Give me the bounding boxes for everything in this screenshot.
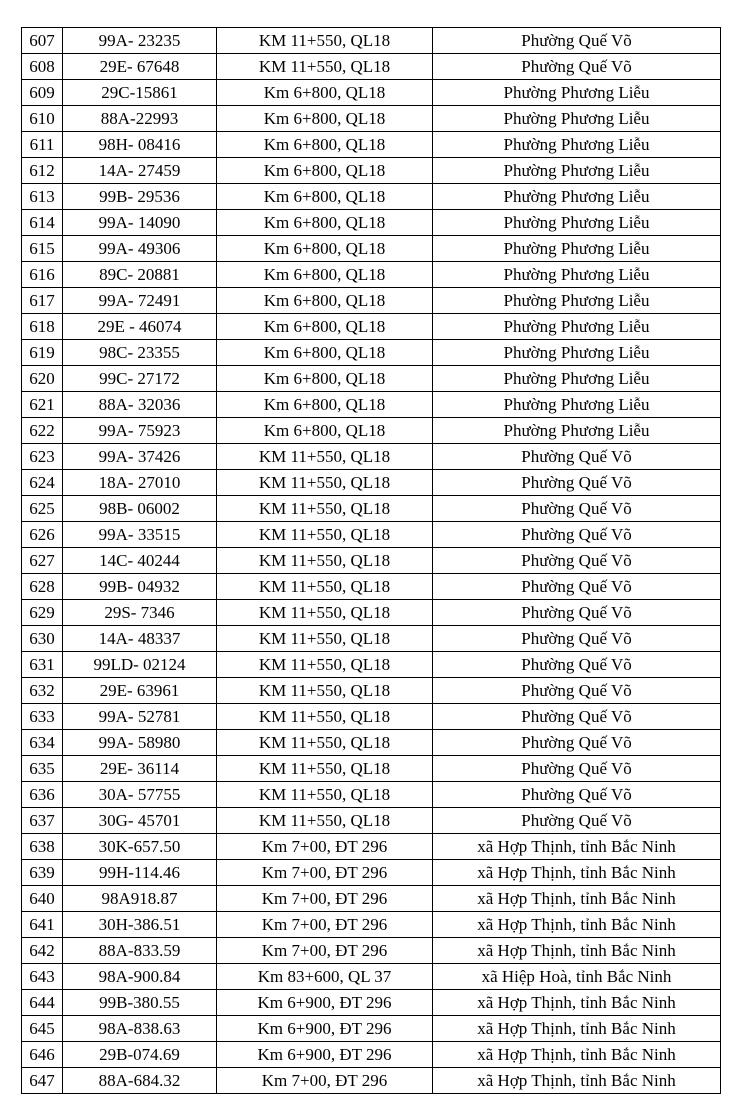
table-row — [22, 912, 721, 938]
row-number-cell: 640 — [22, 886, 63, 912]
row-number-cell: 645 — [22, 1016, 63, 1042]
ward-cell: Phường Quế Võ — [433, 600, 721, 626]
table-row — [22, 600, 721, 626]
ward-cell: Phường Phương Liễu — [433, 80, 721, 106]
plate-number-cell: 14C- 40244 — [63, 548, 217, 574]
table-row — [22, 392, 721, 418]
row-number-cell: 622 — [22, 418, 63, 444]
ward-cell: Phường Quế Võ — [433, 808, 721, 834]
plate-number-cell: 88A-833.59 — [63, 938, 217, 964]
table-row — [22, 834, 721, 860]
row-number-cell: 633 — [22, 704, 63, 730]
plate-number-cell: 30K-657.50 — [63, 834, 217, 860]
row-number-cell: 641 — [22, 912, 63, 938]
location-cell: Km 6+800, QL18 — [217, 262, 433, 288]
location-cell: Km 6+800, QL18 — [217, 158, 433, 184]
row-number-cell: 630 — [22, 626, 63, 652]
ward-cell: Phường Phương Liễu — [433, 106, 721, 132]
location-cell: Km 6+800, QL18 — [217, 132, 433, 158]
plate-number-cell: 99B-380.55 — [63, 990, 217, 1016]
plate-number-cell: 99A- 75923 — [63, 418, 217, 444]
table-row — [22, 678, 721, 704]
plate-number-cell: 18A- 27010 — [63, 470, 217, 496]
row-number-cell: 639 — [22, 860, 63, 886]
table-row — [22, 574, 721, 600]
location-cell: KM 11+550, QL18 — [217, 548, 433, 574]
plate-number-cell: 14A- 48337 — [63, 626, 217, 652]
table-body — [22, 28, 721, 1094]
plate-number-cell: 29E- 63961 — [63, 678, 217, 704]
ward-cell: Phường Quế Võ — [433, 678, 721, 704]
ward-cell: Phường Quế Võ — [433, 496, 721, 522]
plate-number-cell: 14A- 27459 — [63, 158, 217, 184]
location-cell: Km 7+00, ĐT 296 — [217, 834, 433, 860]
row-number-cell: 609 — [22, 80, 63, 106]
table-row — [22, 366, 721, 392]
plate-number-cell: 88A-22993 — [63, 106, 217, 132]
location-cell: Km 6+800, QL18 — [217, 418, 433, 444]
location-cell: KM 11+550, QL18 — [217, 54, 433, 80]
ward-cell: Phường Phương Liễu — [433, 236, 721, 262]
table-row — [22, 548, 721, 574]
plate-number-cell: 99B- 29536 — [63, 184, 217, 210]
row-number-cell: 647 — [22, 1068, 63, 1094]
row-number-cell: 620 — [22, 366, 63, 392]
row-number-cell: 626 — [22, 522, 63, 548]
row-number-cell: 631 — [22, 652, 63, 678]
table-row — [22, 106, 721, 132]
table-row — [22, 314, 721, 340]
plate-number-cell: 88A- 32036 — [63, 392, 217, 418]
table-row — [22, 756, 721, 782]
ward-cell: xã Hợp Thịnh, tỉnh Bắc Ninh — [433, 886, 721, 912]
violations-table — [21, 27, 721, 1094]
row-number-cell: 610 — [22, 106, 63, 132]
row-number-cell: 629 — [22, 600, 63, 626]
location-cell: Km 6+800, QL18 — [217, 210, 433, 236]
location-cell: Km 6+800, QL18 — [217, 80, 433, 106]
ward-cell: xã Hiệp Hoà, tỉnh Bắc Ninh — [433, 964, 721, 990]
ward-cell: Phường Quế Võ — [433, 444, 721, 470]
table-row — [22, 184, 721, 210]
plate-number-cell: 98B- 06002 — [63, 496, 217, 522]
location-cell: KM 11+550, QL18 — [217, 808, 433, 834]
table-row — [22, 288, 721, 314]
ward-cell: Phường Quế Võ — [433, 28, 721, 54]
table-row — [22, 262, 721, 288]
row-number-cell: 618 — [22, 314, 63, 340]
ward-cell: Phường Quế Võ — [433, 574, 721, 600]
table-row — [22, 1016, 721, 1042]
row-number-cell: 607 — [22, 28, 63, 54]
plate-number-cell: 99LD- 02124 — [63, 652, 217, 678]
table-row — [22, 54, 721, 80]
table-row — [22, 652, 721, 678]
plate-number-cell: 99A- 72491 — [63, 288, 217, 314]
table-row — [22, 1042, 721, 1068]
row-number-cell: 625 — [22, 496, 63, 522]
location-cell: KM 11+550, QL18 — [217, 678, 433, 704]
location-cell: KM 11+550, QL18 — [217, 730, 433, 756]
location-cell: Km 6+900, ĐT 296 — [217, 1016, 433, 1042]
ward-cell: Phường Quế Võ — [433, 54, 721, 80]
plate-number-cell: 88A-684.32 — [63, 1068, 217, 1094]
row-number-cell: 624 — [22, 470, 63, 496]
location-cell: KM 11+550, QL18 — [217, 574, 433, 600]
row-number-cell: 614 — [22, 210, 63, 236]
plate-number-cell: 98A-838.63 — [63, 1016, 217, 1042]
location-cell: KM 11+550, QL18 — [217, 470, 433, 496]
row-number-cell: 644 — [22, 990, 63, 1016]
ward-cell: Phường Quế Võ — [433, 652, 721, 678]
location-cell: Km 7+00, ĐT 296 — [217, 912, 433, 938]
table-row — [22, 730, 721, 756]
location-cell: Km 6+800, QL18 — [217, 106, 433, 132]
plate-number-cell: 99H-114.46 — [63, 860, 217, 886]
table-row — [22, 938, 721, 964]
table-row — [22, 522, 721, 548]
location-cell: Km 7+00, ĐT 296 — [217, 938, 433, 964]
location-cell: KM 11+550, QL18 — [217, 444, 433, 470]
row-number-cell: 619 — [22, 340, 63, 366]
location-cell: Km 6+800, QL18 — [217, 314, 433, 340]
table-row — [22, 236, 721, 262]
row-number-cell: 635 — [22, 756, 63, 782]
row-number-cell: 617 — [22, 288, 63, 314]
table-row — [22, 782, 721, 808]
table-row — [22, 886, 721, 912]
plate-number-cell: 99A- 58980 — [63, 730, 217, 756]
location-cell: KM 11+550, QL18 — [217, 626, 433, 652]
ward-cell: Phường Quế Võ — [433, 522, 721, 548]
row-number-cell: 632 — [22, 678, 63, 704]
row-number-cell: 643 — [22, 964, 63, 990]
ward-cell: Phường Phương Liễu — [433, 184, 721, 210]
table-row — [22, 340, 721, 366]
row-number-cell: 613 — [22, 184, 63, 210]
location-cell: Km 6+800, QL18 — [217, 288, 433, 314]
table-row — [22, 28, 721, 54]
plate-number-cell: 98A-900.84 — [63, 964, 217, 990]
table-row — [22, 808, 721, 834]
location-cell: Km 6+800, QL18 — [217, 184, 433, 210]
row-number-cell: 637 — [22, 808, 63, 834]
plate-number-cell: 99A- 23235 — [63, 28, 217, 54]
ward-cell: xã Hợp Thịnh, tỉnh Bắc Ninh — [433, 938, 721, 964]
table-row — [22, 158, 721, 184]
ward-cell: Phường Quế Võ — [433, 730, 721, 756]
row-number-cell: 608 — [22, 54, 63, 80]
location-cell: Km 7+00, ĐT 296 — [217, 1068, 433, 1094]
ward-cell: Phường Quế Võ — [433, 704, 721, 730]
plate-number-cell: 30G- 45701 — [63, 808, 217, 834]
row-number-cell: 611 — [22, 132, 63, 158]
ward-cell: xã Hợp Thịnh, tỉnh Bắc Ninh — [433, 860, 721, 886]
ward-cell: Phường Quế Võ — [433, 626, 721, 652]
row-number-cell: 616 — [22, 262, 63, 288]
plate-number-cell: 99C- 27172 — [63, 366, 217, 392]
location-cell: Km 6+800, QL18 — [217, 366, 433, 392]
plate-number-cell: 99A- 14090 — [63, 210, 217, 236]
row-number-cell: 634 — [22, 730, 63, 756]
table-row — [22, 860, 721, 886]
table-row — [22, 990, 721, 1016]
location-cell: Km 6+800, QL18 — [217, 392, 433, 418]
row-number-cell: 636 — [22, 782, 63, 808]
row-number-cell: 621 — [22, 392, 63, 418]
ward-cell: Phường Quế Võ — [433, 782, 721, 808]
location-cell: KM 11+550, QL18 — [217, 496, 433, 522]
location-cell: Km 6+800, QL18 — [217, 236, 433, 262]
table-row — [22, 418, 721, 444]
ward-cell: xã Hợp Thịnh, tỉnh Bắc Ninh — [433, 834, 721, 860]
plate-number-cell: 98C- 23355 — [63, 340, 217, 366]
plate-number-cell: 98H- 08416 — [63, 132, 217, 158]
location-cell: KM 11+550, QL18 — [217, 782, 433, 808]
plate-number-cell: 29B-074.69 — [63, 1042, 217, 1068]
location-cell: Km 6+900, ĐT 296 — [217, 990, 433, 1016]
ward-cell: Phường Phương Liễu — [433, 262, 721, 288]
table-row — [22, 626, 721, 652]
table-row — [22, 80, 721, 106]
ward-cell: xã Hợp Thịnh, tỉnh Bắc Ninh — [433, 990, 721, 1016]
location-cell: KM 11+550, QL18 — [217, 522, 433, 548]
plate-number-cell: 30A- 57755 — [63, 782, 217, 808]
plate-number-cell: 99A- 49306 — [63, 236, 217, 262]
ward-cell: xã Hợp Thịnh, tỉnh Bắc Ninh — [433, 1068, 721, 1094]
ward-cell: Phường Phương Liễu — [433, 418, 721, 444]
plate-number-cell: 99A- 37426 — [63, 444, 217, 470]
ward-cell: Phường Phương Liễu — [433, 288, 721, 314]
location-cell: KM 11+550, QL18 — [217, 652, 433, 678]
ward-cell: Phường Phương Liễu — [433, 210, 721, 236]
location-cell: KM 11+550, QL18 — [217, 756, 433, 782]
row-number-cell: 623 — [22, 444, 63, 470]
row-number-cell: 642 — [22, 938, 63, 964]
row-number-cell: 628 — [22, 574, 63, 600]
plate-number-cell: 99A- 52781 — [63, 704, 217, 730]
table-row — [22, 444, 721, 470]
table-row — [22, 964, 721, 990]
plate-number-cell: 29E - 46074 — [63, 314, 217, 340]
ward-cell: Phường Phương Liễu — [433, 314, 721, 340]
location-cell: KM 11+550, QL18 — [217, 28, 433, 54]
location-cell: KM 11+550, QL18 — [217, 704, 433, 730]
location-cell: KM 11+550, QL18 — [217, 600, 433, 626]
ward-cell: Phường Phương Liễu — [433, 340, 721, 366]
row-number-cell: 638 — [22, 834, 63, 860]
location-cell: Km 7+00, ĐT 296 — [217, 860, 433, 886]
row-number-cell: 612 — [22, 158, 63, 184]
row-number-cell: 627 — [22, 548, 63, 574]
plate-number-cell: 29S- 7346 — [63, 600, 217, 626]
ward-cell: Phường Phương Liễu — [433, 158, 721, 184]
ward-cell: xã Hợp Thịnh, tỉnh Bắc Ninh — [433, 912, 721, 938]
ward-cell: Phường Quế Võ — [433, 548, 721, 574]
plate-number-cell: 98A918.87 — [63, 886, 217, 912]
ward-cell: xã Hợp Thịnh, tỉnh Bắc Ninh — [433, 1016, 721, 1042]
plate-number-cell: 29E- 36114 — [63, 756, 217, 782]
plate-number-cell: 99B- 04932 — [63, 574, 217, 600]
table-row — [22, 496, 721, 522]
table-row — [22, 470, 721, 496]
location-cell: Km 7+00, ĐT 296 — [217, 886, 433, 912]
row-number-cell: 646 — [22, 1042, 63, 1068]
table-row — [22, 704, 721, 730]
ward-cell: Phường Quế Võ — [433, 756, 721, 782]
plate-number-cell: 29C-15861 — [63, 80, 217, 106]
ward-cell: Phường Quế Võ — [433, 470, 721, 496]
location-cell: Km 83+600, QL 37 — [217, 964, 433, 990]
plate-number-cell: 29E- 67648 — [63, 54, 217, 80]
ward-cell: Phường Phương Liễu — [433, 366, 721, 392]
plate-number-cell: 99A- 33515 — [63, 522, 217, 548]
location-cell: Km 6+800, QL18 — [217, 340, 433, 366]
table-row — [22, 132, 721, 158]
ward-cell: Phường Phương Liễu — [433, 132, 721, 158]
plate-number-cell: 30H-386.51 — [63, 912, 217, 938]
location-cell: Km 6+900, ĐT 296 — [217, 1042, 433, 1068]
ward-cell: Phường Phương Liễu — [433, 392, 721, 418]
row-number-cell: 615 — [22, 236, 63, 262]
plate-number-cell: 89C- 20881 — [63, 262, 217, 288]
table-row — [22, 210, 721, 236]
ward-cell: xã Hợp Thịnh, tỉnh Bắc Ninh — [433, 1042, 721, 1068]
